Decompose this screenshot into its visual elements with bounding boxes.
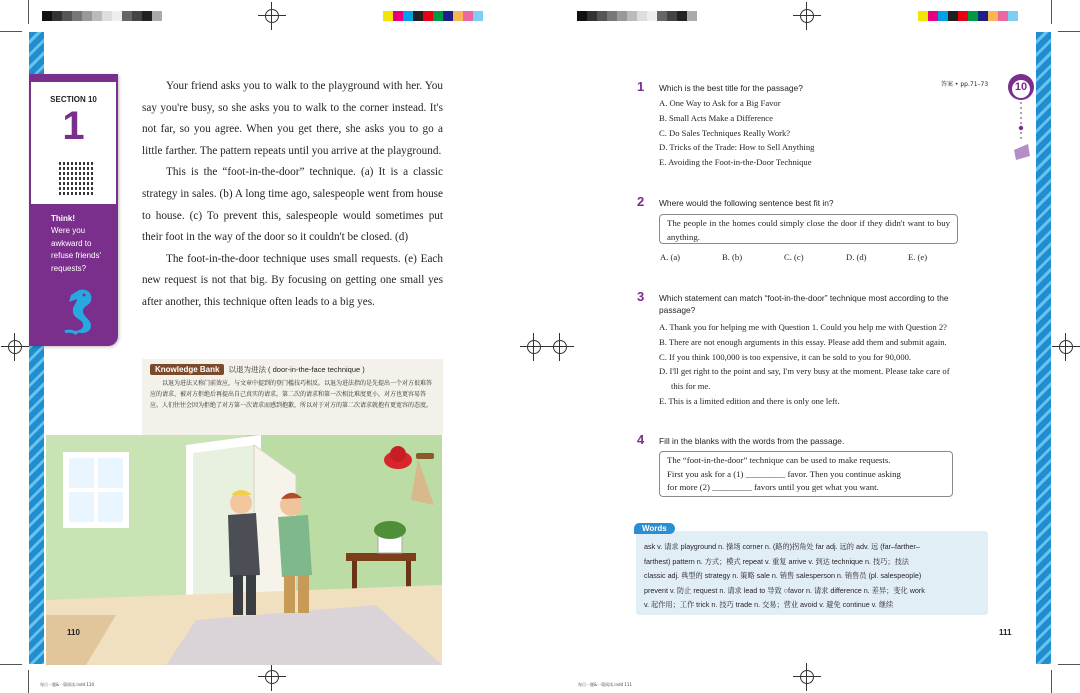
option-a[interactable]: A. One Way to Ask for a Big Favor	[659, 98, 781, 108]
option-b[interactable]: B. There are not enough arguments in this essay. Please add them and submit again.	[659, 336, 947, 347]
option-e[interactable]: E. (e)	[908, 252, 928, 262]
option-c[interactable]: C. If you think 100,000 is too expensive, it can be sold to you for 90,000.	[659, 351, 912, 362]
fill-blank-line[interactable]: First you ask for a (1) _________ favor. Then you continue asking	[667, 468, 901, 479]
color-bar-right-gray	[577, 11, 697, 21]
trim-mark	[1058, 31, 1080, 32]
answer-reference: 答案 • pp.71–73	[941, 81, 989, 88]
passage	[142, 76, 443, 314]
knowledge-bank	[142, 359, 443, 435]
option-d[interactable]: D. Tricks of the Trade: How to Sell Anything	[659, 142, 815, 153]
right-edge-stripe	[1036, 32, 1051, 664]
option-a[interactable]: A. (a)	[660, 252, 681, 262]
seahorse-icon	[55, 286, 101, 336]
option-a[interactable]: A. Thank you for helping me with Question 1. Could you help me with Question 2?	[659, 322, 947, 332]
think-title: Think!	[51, 214, 75, 223]
section-badge-number: 10	[1014, 81, 1028, 93]
page-number-right: 111	[999, 628, 1012, 637]
question-text: Which is the best title for the passage?	[659, 83, 803, 93]
registration-mark	[520, 333, 548, 361]
trim-mark	[1051, 0, 1052, 24]
words-line: prevent v. 防止 request n. 请求 lead to 导致 ○favor n. 请求 difference n. 差异；变化 work	[644, 585, 925, 595]
question-text: Which statement can match “foot-in-the-door” technique most according to the passage?	[659, 293, 949, 315]
trim-mark	[28, 670, 29, 693]
color-bar-right-cmyk	[918, 11, 1018, 21]
question-text: Fill in the blanks with the words from the passage.	[659, 436, 845, 446]
option-b[interactable]: B. Small Acts Make a Difference	[659, 112, 773, 123]
think-question: Were you awkward to refuse friends' requests?	[51, 226, 101, 273]
section-tab	[29, 74, 118, 346]
section-badge-label: SECTION	[1009, 70, 1033, 76]
registration-mark	[1, 333, 29, 361]
question-text: Where would the following sentence best fit in?	[659, 198, 834, 208]
question-1-options	[659, 96, 989, 170]
question-3-options	[659, 320, 994, 409]
option-c[interactable]: C. (c)	[784, 252, 804, 262]
insert-sentence-box: The people in the homes could simply close the door if they didn't want to buy anything.	[659, 214, 958, 244]
trim-mark	[0, 31, 22, 32]
registration-mark	[793, 2, 821, 30]
knowledge-bank-title: 以退为进法 ( door-in-the-face technique )	[228, 365, 365, 374]
fill-blank-line: The “foot-in-the-door” technique can be used to make requests.	[667, 455, 891, 465]
trim-mark	[1058, 664, 1080, 665]
section-tab-top	[29, 74, 118, 204]
trim-mark	[1051, 670, 1052, 693]
option-c[interactable]: C. Do Sales Techniques Really Work?	[659, 127, 791, 138]
words-line: v. 起作用；工作 trick n. 技巧 trade n. 交易；营业 avoid v. 避免 continue v. 继续	[644, 600, 894, 609]
illustration-drawing	[46, 435, 442, 665]
slug-right: 每日一题&一篇阅读.indd 111	[578, 682, 633, 687]
door-scene-illustration	[46, 435, 442, 665]
fill-blank-box	[659, 451, 953, 497]
fill-blank-line[interactable]: for more (2) _________ favors until you get what you want.	[667, 482, 879, 492]
words-line: farthest) pattern n. 方式；模式 repeat v. 重复 arrive v. 到达 technique n. 技巧；技法	[644, 556, 909, 566]
words-box	[636, 531, 988, 615]
passage-paragraph: The foot-in-the-door technique uses small requests. (e) Each new request is not that big. By focusing on getting one small yes after another, this technique often leads to a big yes.	[142, 252, 443, 308]
trim-mark	[28, 0, 29, 24]
option-d-continued: this for me.	[671, 381, 711, 392]
slug-left: 每日一题&一篇阅读.indd 110	[40, 682, 95, 687]
trim-mark	[0, 664, 22, 665]
color-bar-left-cmyk	[383, 11, 483, 21]
section-badge	[1006, 70, 1036, 170]
option-e[interactable]: E. This is a limited edition and there is only one left.	[659, 395, 840, 406]
knowledge-bank-body: 以退为进法又称门前效应，与文章中提到的登门槛技巧相反。以退为进法指的是先提出一个对方很难答应的请求，被对方拒绝后再提出自己真实的请求。第二次的请求和第一次相比难度更小，对方也更容易答应。人们往往会因为拒绝了对方第一次请求而感到抱歉，所以对于对方的第二次请求就抱有更宽容的态度。	[150, 380, 433, 409]
color-bar-left-gray	[42, 11, 162, 21]
question-number: 4	[637, 432, 645, 447]
section-number: 1	[62, 104, 85, 148]
question-number: 2	[637, 194, 645, 209]
passage-paragraph: Your friend asks you to walk to the playground with her. You say you're busy, so she asks you to walk to the corner instead. It's not far, so you agree. When you get there, she asks you to go a little farther. The pattern repeats until you arrive at the playground.	[142, 80, 443, 157]
words-line: classic adj. 典型的 strategy n. 策略 sale n. 销售 salesperson n. 销售员 (pl. salespeople)	[644, 571, 922, 580]
question-number: 1	[637, 79, 645, 94]
section-label: SECTION 10	[50, 95, 97, 104]
option-b[interactable]: B. (b)	[722, 252, 743, 262]
registration-mark	[258, 663, 286, 691]
question-number: 3	[637, 289, 645, 304]
words-line: ask v. 请求 playground n. 操场 corner n. (路的)拐角处 far adj. 远的 adv. 远 (far–farther–	[644, 542, 920, 551]
question-2-options	[660, 252, 970, 262]
registration-mark	[258, 2, 286, 30]
words-tag: Words	[634, 523, 675, 534]
registration-mark	[546, 333, 574, 361]
knowledge-bank-label: Knowledge Bank	[150, 364, 224, 375]
passage-paragraph: This is the “foot-in-the-door” technique. (a) It is a classic strategy in sales. (b) A long time ago, salespeople went from house to house. (c) To prevent this, salespeople would sometimes put their foot in the way of the door so it couldn't be closed. (d)	[142, 166, 443, 244]
think-box	[29, 204, 118, 346]
option-d[interactable]: D. I'll get right to the point and say, I'm very busy at the moment. Please take care of	[659, 366, 950, 377]
page-number-left: 110	[67, 628, 80, 637]
option-e[interactable]: E. Avoiding the Foot-in-the-Door Technique	[659, 157, 812, 168]
registration-mark	[1052, 333, 1080, 361]
qr-code-icon[interactable]	[59, 161, 93, 195]
registration-mark	[793, 663, 821, 691]
option-d[interactable]: D. (d)	[846, 252, 867, 262]
